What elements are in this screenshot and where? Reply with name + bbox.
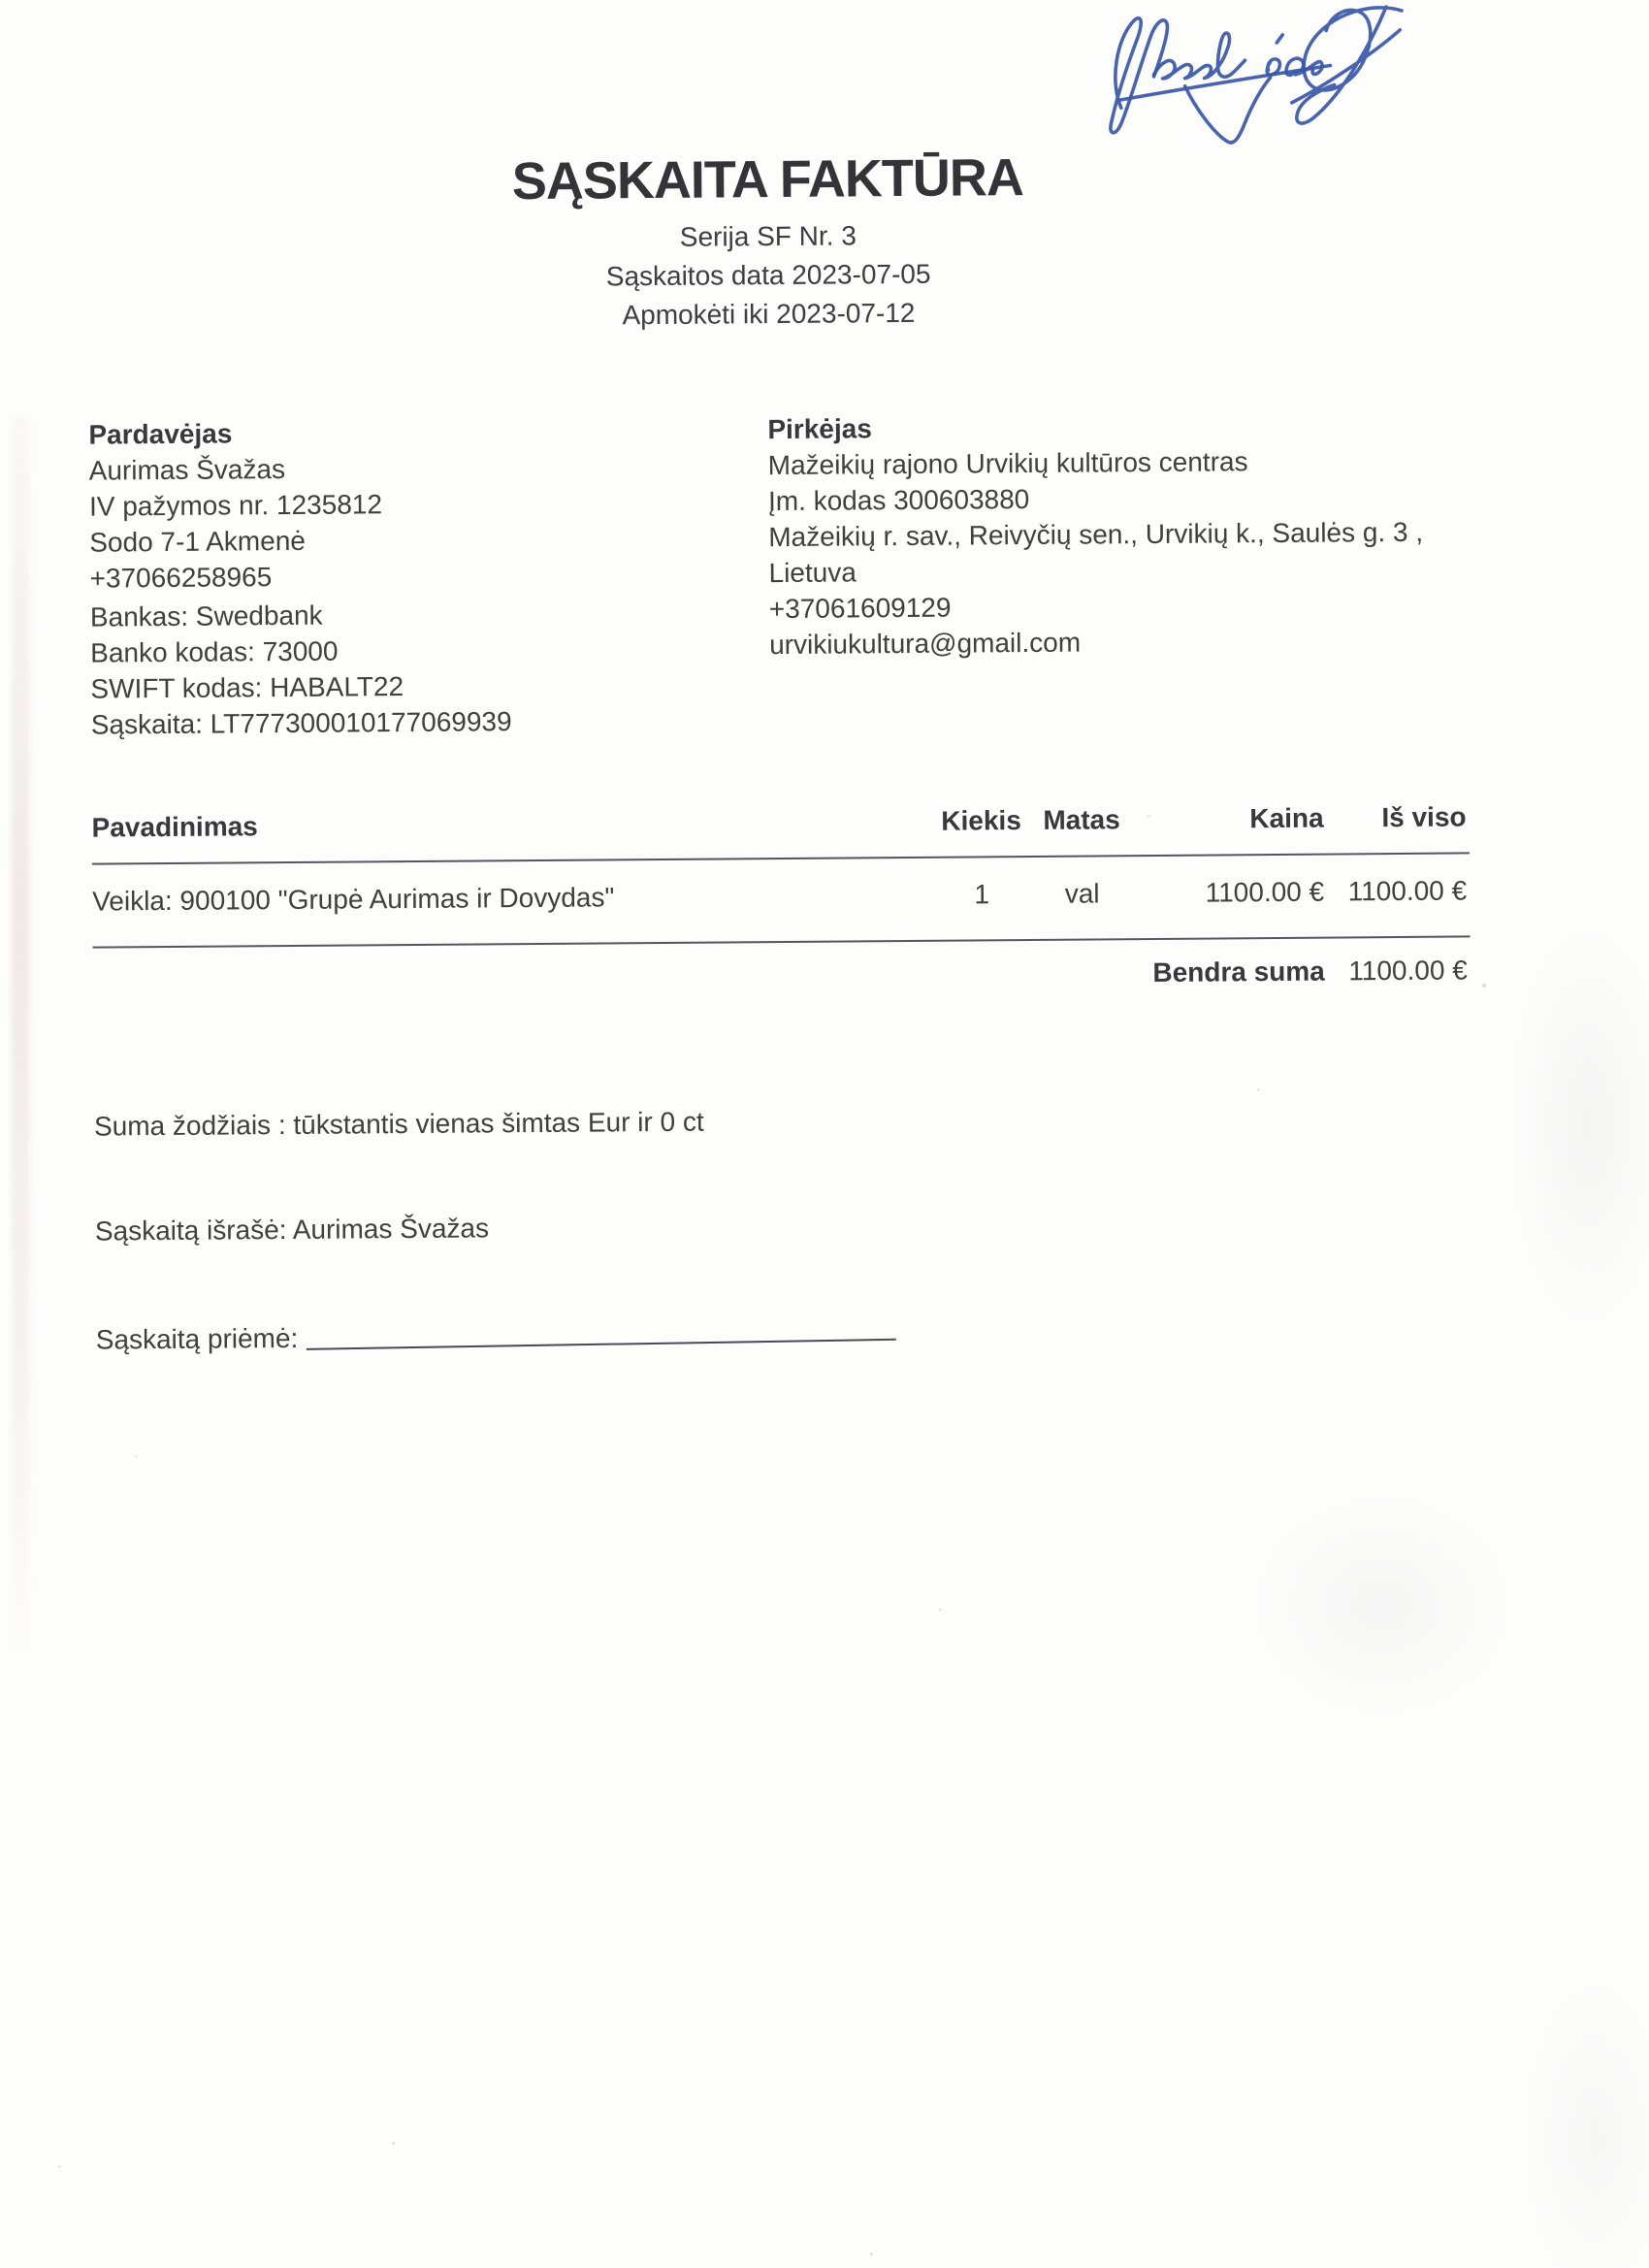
scan-noise xyxy=(939,1608,942,1611)
col-header-total: Iš viso xyxy=(1381,801,1467,833)
amount-in-words: Suma žodžiais : tūkstantis vienas šimtas Eur ir 0 ct xyxy=(93,1106,704,1142)
buyer-line: +37061609129 xyxy=(768,592,952,625)
col-header-price: Kaina xyxy=(1249,802,1324,834)
table-row-qty-cell: 1 xyxy=(974,879,990,910)
table-row-price-cell: 1100.00 € xyxy=(1205,876,1325,908)
table-row-name-cell: Veikla: 900100 "Grupė Aurimas ir Dovydas" xyxy=(92,882,615,917)
issued-by-line: Sąskaitą išrašė: Aurimas Švažas xyxy=(94,1213,490,1247)
buyer-heading: Pirkėjas xyxy=(767,413,872,445)
scan-noise xyxy=(58,2165,61,2168)
col-header-name: Pavadinimas xyxy=(91,811,258,843)
scan-noise xyxy=(870,2252,873,2255)
buyer-line: Mažeikių rajono Urvikių kultūros centras xyxy=(767,446,1248,481)
table-row-unit-cell: val xyxy=(1064,878,1100,909)
grand-total-label: Bendra suma xyxy=(1152,956,1325,988)
invoice-due-line: Apmokėti iki 2023-07-12 xyxy=(622,297,916,331)
col-header-qty: Kiekis xyxy=(941,805,1021,836)
grand-total-value: 1100.00 € xyxy=(1348,955,1468,987)
buyer-section xyxy=(767,405,1506,663)
received-by-label: Sąskaitą priėmė: xyxy=(95,1322,299,1355)
scan-noise xyxy=(392,2142,395,2145)
bank-line: Banko kodas: 73000 xyxy=(90,635,339,668)
seller-line: +37066258965 xyxy=(89,562,273,594)
table-bottom-divider xyxy=(93,935,1471,948)
handwritten-signature xyxy=(1080,0,1420,155)
invoice-series-line: Serija SF Nr. 3 xyxy=(679,220,857,252)
invoice-date-line: Sąskaitos data 2023-07-05 xyxy=(605,258,931,292)
seller-bank-section xyxy=(90,595,712,743)
scan-noise xyxy=(1482,984,1486,988)
seller-line: IV pažymos nr. 1235812 xyxy=(88,489,383,522)
buyer-line: urvikiukultura@gmail.com xyxy=(769,627,1082,661)
buyer-line: Įm. kodas 300603880 xyxy=(767,483,1030,517)
signature-line xyxy=(307,1339,896,1350)
buyer-line: Mažeikių r. sav., Reivyčių sen., Urvikių k., Saulės g. 3 , Lietuva xyxy=(768,516,1424,589)
scan-noise xyxy=(1148,815,1150,818)
bank-line: SWIFT kodas: HABALT22 xyxy=(90,671,404,704)
seller-section xyxy=(88,412,710,597)
bank-line: Bankas: Swedbank xyxy=(89,599,323,632)
scan-noise xyxy=(135,1455,138,1458)
invoice-meta xyxy=(0,211,1542,340)
seller-line: Sodo 7-1 Akmenė xyxy=(89,525,307,558)
scan-noise xyxy=(1257,1088,1260,1091)
page-title: SĄSKAITA FAKTŪRA xyxy=(511,148,1024,211)
seller-heading: Pardavėjas xyxy=(88,418,233,450)
bank-line: Sąskaita: LT777300010177069939 xyxy=(90,706,512,740)
seller-line: Aurimas Švažas xyxy=(88,454,286,486)
table-row-total-cell: 1100.00 € xyxy=(1347,875,1468,907)
table-header-divider xyxy=(92,852,1470,864)
col-header-unit: Matas xyxy=(1043,804,1120,835)
